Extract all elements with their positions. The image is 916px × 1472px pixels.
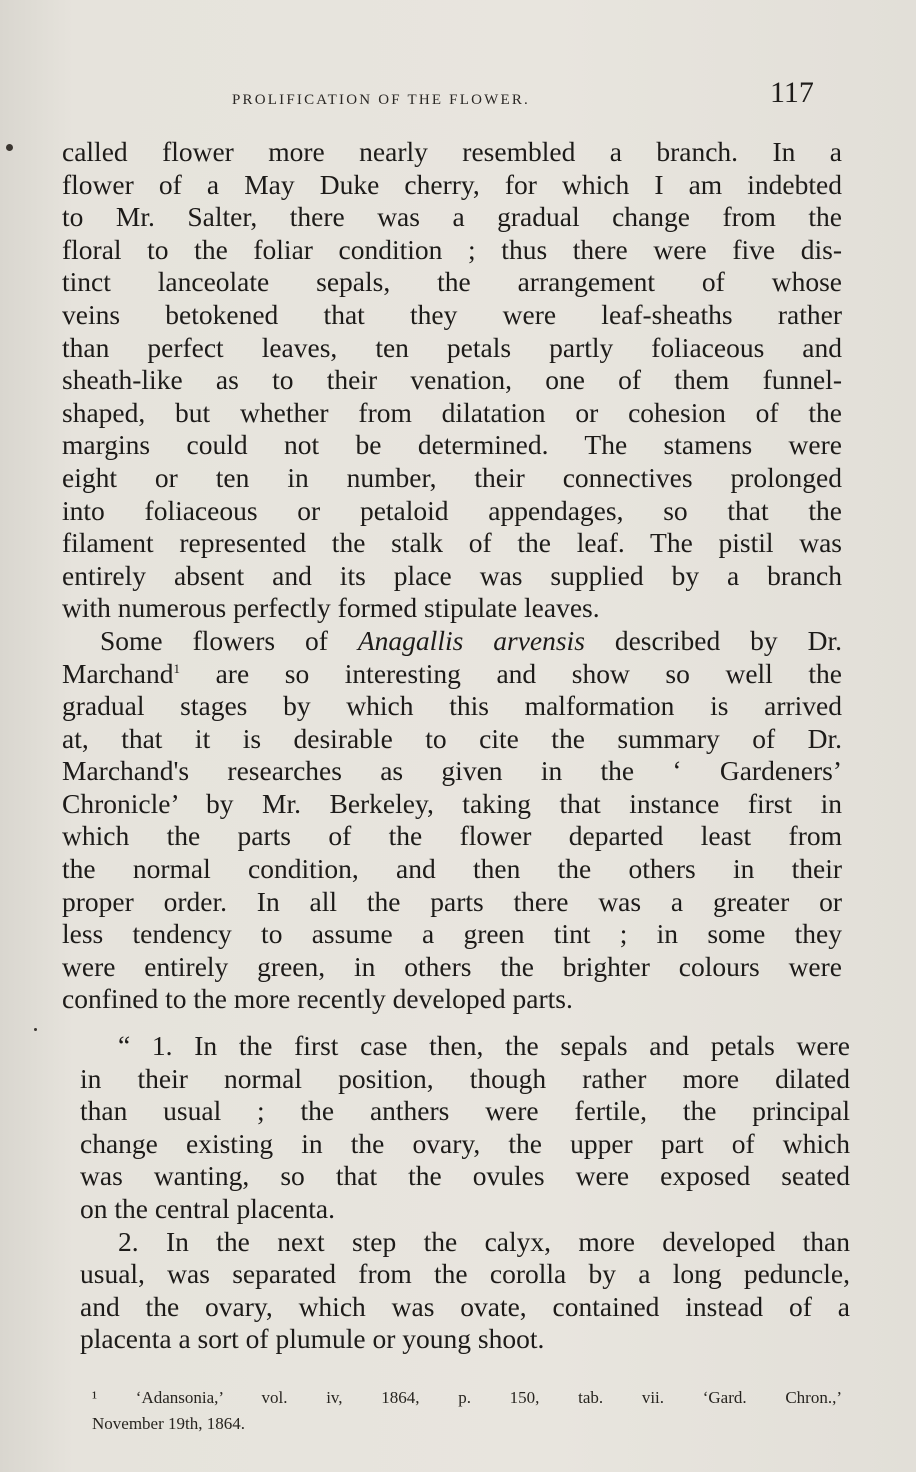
- text-line: sheath-like as to their venation, one of them funnel-: [62, 364, 842, 396]
- text-line: shaped, but whether from dilatation or cohesion of the: [62, 396, 842, 428]
- text-line: gradual stages by which this malformation is arrived: [62, 690, 842, 722]
- footnote-reference: 1: [173, 660, 180, 676]
- text-line: than usual ; the anthers were fertile, the principal: [80, 1095, 850, 1127]
- footnote-line: November 19th, 1864.: [92, 1414, 245, 1433]
- text-line: Marchand$^1$ are so interesting and show so well the: [62, 657, 842, 689]
- text-line: were entirely green, in others the brighter colours were: [62, 950, 842, 982]
- text-line: Some flowers of Anagallis arvensis described by Dr.: [100, 624, 842, 656]
- text-line: in their normal position, though rather more dilated: [80, 1062, 850, 1094]
- footnote: [92, 1385, 842, 1437]
- text-line: confined to the more recently developed parts.: [62, 983, 573, 1015]
- text-line: Marchand's researches as given in the ‘ Gardeners’: [62, 755, 842, 787]
- quoted-cases: [80, 1030, 850, 1356]
- page-number: 117: [770, 76, 814, 109]
- footnote-line: ¹ ‘Adansonia,’ vol. iv, 1864, p. 150, tab. vii. ‘Gard. Chron.,’: [92, 1388, 842, 1407]
- text-line: margins could not be determined. The stamens were: [62, 429, 842, 461]
- main-text: [62, 136, 842, 1016]
- text-line: called flower more nearly resembled a branch. In a: [62, 136, 842, 167]
- case-two: [80, 1226, 850, 1356]
- text-line: than perfect leaves, ten petals partly foliaceous and: [62, 331, 842, 363]
- text-line: less tendency to assume a green tint ; in some they: [62, 918, 842, 950]
- text-line: flower of a May Duke cherry, for which I am indebted: [62, 168, 842, 200]
- paragraph-cherry: [62, 136, 842, 625]
- species-name: Anagallis arvensis: [357, 624, 585, 656]
- text-line: to Mr. Salter, there was a gradual change from the: [62, 201, 842, 233]
- running-title: PROLIFICATION OF THE FLOWER.: [232, 92, 530, 108]
- text-line: which the parts of the flower departed least from: [62, 820, 842, 852]
- print-speck: [6, 144, 13, 151]
- text-line: on the central placenta.: [80, 1192, 336, 1224]
- text-line: with numerous perfectly formed stipulate leaves.: [62, 592, 600, 624]
- text-line: was wanting, so that the ovules were exposed seated: [80, 1160, 850, 1192]
- text-line: Chronicle’ by Mr. Berkeley, taking that instance first in: [62, 787, 842, 819]
- text-line: tinct lanceolate sepals, the arrangement of whose: [62, 266, 842, 298]
- text-line: floral to the foliar condition ; thus there were five dis-: [62, 233, 842, 265]
- text-line: change existing in the ovary, the upper part of which: [80, 1127, 850, 1159]
- text-line: filament represented the stalk of the leaf. The pistil was: [62, 527, 842, 559]
- paragraph-anagallis: [62, 625, 842, 1016]
- text-line: placenta a sort of plumule or young shoot.: [80, 1323, 545, 1355]
- text-line: 2. In the next step the calyx, more developed than: [118, 1225, 850, 1257]
- text-line: into foliaceous or petaloid appendages, so that the: [62, 494, 842, 526]
- text-line: usual, was separated from the corolla by a long peduncle,: [80, 1258, 850, 1290]
- text-line: at, that it is desirable to cite the summary of Dr.: [62, 722, 842, 754]
- text-line: entirely absent and its place was supplied by a branch: [62, 559, 842, 591]
- text-line: the normal condition, and then the others in their: [62, 853, 842, 885]
- text-line: proper order. In all the parts there was a greater or: [62, 885, 842, 917]
- text-line: and the ovary, which was ovate, contained instead of a: [80, 1290, 850, 1322]
- text-line: eight or ten in number, their connectives prolonged: [62, 461, 842, 493]
- case-one: [80, 1030, 850, 1226]
- print-speck: [34, 1028, 37, 1031]
- text-line: veins betokened that they were leaf-sheaths rather: [62, 298, 842, 330]
- text-line: “ 1. In the first case then, the sepals and petals were: [118, 1030, 850, 1061]
